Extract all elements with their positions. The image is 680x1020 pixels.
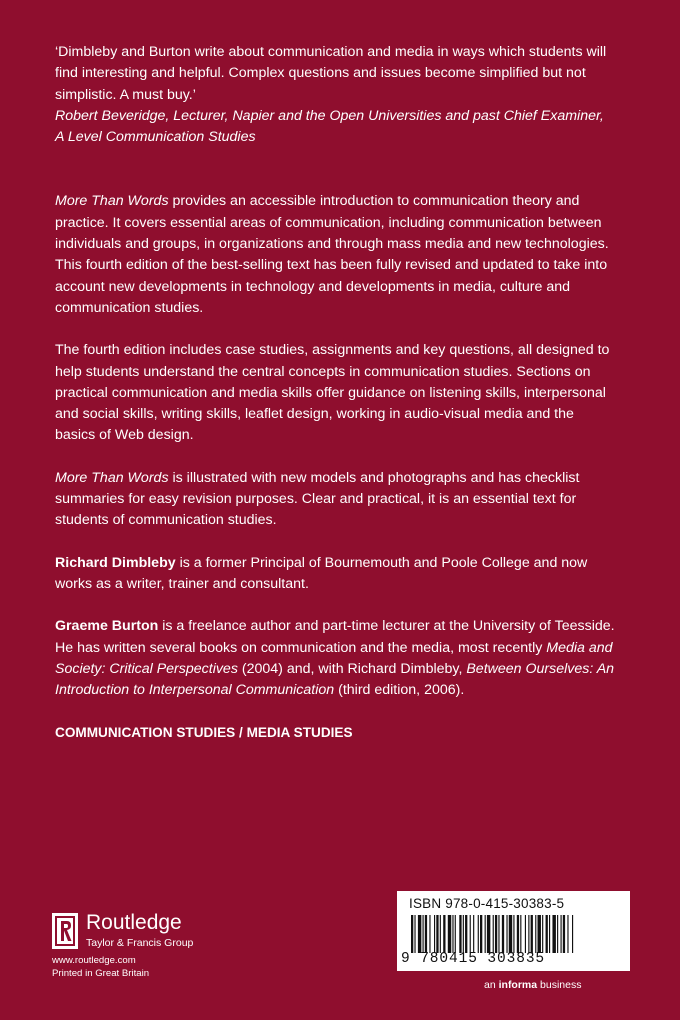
- author2-bio-text-3: (third edition, 2006).: [334, 682, 465, 699]
- publisher-info: [52, 955, 149, 980]
- publisher-name: Routledge: [86, 911, 182, 934]
- publisher-group: Taylor & Francis Group: [86, 937, 194, 949]
- quote-attribution: Robert Beveridge, Lecturer, Napier and the Open Universities and past Chief Examiner, A Level Communication Studies: [55, 107, 604, 146]
- subject-category: COMMUNICATION STUDIES / MEDIA STUDIES: [55, 725, 353, 741]
- informa-brand: informa: [498, 979, 538, 991]
- informa-suffix: business: [537, 979, 582, 991]
- author2-bio: [55, 616, 615, 701]
- book-title: More Than Words: [55, 193, 169, 210]
- illustrated-text: is illustrated with new models and photographs and has checklist summaries for easy revision purposes. Clear and practical, it is an essential text for students of communication studies.: [55, 469, 580, 529]
- author2-bio-text-1: is a freelance author and part-time lecturer at the University of Teesside. He has written several books on communication and the media, most recently: [55, 618, 615, 656]
- author1-name: Richard Dimbleby: [55, 554, 176, 571]
- book-title-2: More Than Words: [55, 469, 169, 486]
- features-paragraph: The fourth edition includes case studies, assignments and key questions, all designed to help students understand the central concepts in communication studies. Sections on practical communication and media skills offer guidance on listening skills, interpersonal and social skills, writing skills, leaflet design, working in audio-visual media and the basics of Web design.: [55, 342, 610, 444]
- barcode-bars: [411, 915, 616, 953]
- quote-text: ‘Dimbleby and Burton write about communication and media in ways which students will find interesting and helpful. Complex questions and issues become simplified but not simplistic. A must buy.’: [55, 44, 607, 103]
- review-quote: [55, 42, 615, 148]
- isbn-barcode: [397, 891, 630, 971]
- illustrated-paragraph: [55, 468, 615, 532]
- routledge-logo-icon: [52, 913, 78, 949]
- author1-bio-text: is a former Principal of Bournemouth and Poole College and now works as a writer, trainer and consultant.: [55, 554, 588, 592]
- author2-name: Graeme Burton: [55, 618, 159, 635]
- description-paragraph: [55, 191, 615, 319]
- author2-book2: Between Ourselves: An Introduction to Interpersonal Communication: [55, 660, 615, 699]
- publisher-website: www.routledge.com: [52, 955, 136, 966]
- informa-prefix: an: [484, 979, 499, 991]
- author2-book1: Media and Society: Critical Perspectives: [55, 639, 613, 677]
- printed-in: Printed in Great Britain: [52, 967, 150, 979]
- barcode-digits: 9 780415 303835: [401, 951, 546, 967]
- informa-tagline: [484, 979, 581, 991]
- author2-bio-text-2: (2004) and, with Richard Dimbleby,: [237, 660, 467, 677]
- isbn-label: ISBN 978-0-415-30383-5: [409, 896, 565, 911]
- author1-bio: [55, 553, 615, 596]
- description-text: provides an accessible introduction to communication theory and practice. It covers essential areas of communication, including communication between individuals and groups, in organizations and through mass media and new technologies. This fourth edition of the best-selling text has been fully revised and updated to take into account new developments in technology and developments in media, culture and communication studies.: [55, 193, 609, 316]
- back-cover-text: [55, 42, 615, 765]
